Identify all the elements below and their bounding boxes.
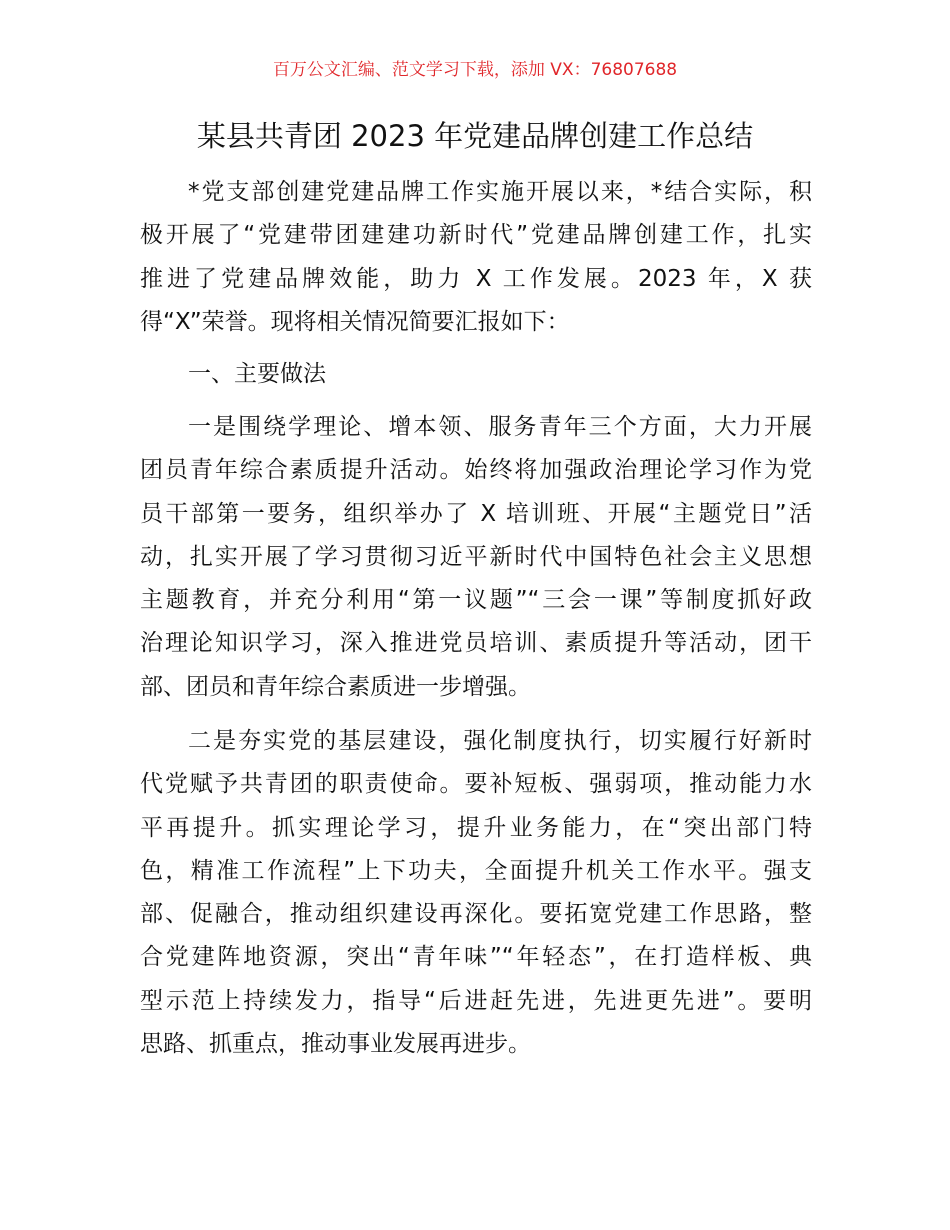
text-line: 平再提升。抓实理论学习，提升业务能力，在“突出部门特 (140, 814, 812, 841)
text-line: 一是围绕学理论、增本领、服务青年三个方面，大力开展 (188, 414, 812, 440)
watermark-header: 百万公文汇编、范文学习下载，添加 VX：76807688 (272, 60, 678, 80)
paragraph-intro (140, 171, 812, 344)
text-line: 色，精准工作流程”上下功夫，全面提升机关工作水平。强支 (140, 857, 812, 884)
text-line: 部、团员和青年综合素质进一步增强。 (140, 673, 531, 700)
text-line: 思路、抓重点，推动事业发展再进步。 (140, 1031, 531, 1058)
text-line: 得“X”荣誉。现将相关情况简要汇报如下： (140, 308, 570, 335)
paragraph-second-measure (140, 720, 812, 1066)
text-line: 动，扎实开展了学习贯彻习近平新时代中国特色社会主义思想 (140, 543, 812, 570)
text-line: 员干部第一要务，组织举办了 X 培训班、开展“主题党日”活 (140, 500, 812, 527)
heading-text: 一、主要做法 (188, 361, 326, 387)
text-line: 合党建阵地资源，突出“青年味”“年轻态”，在打造样板、典 (140, 944, 812, 971)
text-line: 治理论知识学习，深入推进党员培训、素质提升等活动，团干 (140, 630, 812, 657)
text-line: 团员青年综合素质提升活动。始终将加强政治理论学习作为党 (140, 457, 812, 484)
text-line: *党支部创建党建品牌工作实施开展以来，*结合实际，积 (188, 179, 812, 205)
text-line: 极开展了“党建带团建建功新时代”党建品牌创建工作，扎实 (140, 222, 812, 249)
text-line: 主题教育，并充分利用“第一议题”“三会一课”等制度抓好政 (140, 587, 812, 614)
text-line: 代党赋予共青团的职责使命。要补短板、强弱项，推动能力水 (140, 771, 812, 798)
text-line: 二是夯实党的基层建设，强化制度执行，切实履行好新时 (188, 728, 812, 754)
document-title: 某县共青团 2023 年党建品牌创建工作总结 (196, 119, 754, 153)
section-heading (140, 353, 812, 396)
text-line: 型示范上持续发力，指导“后进赶先进，先进更先进”。要明 (140, 987, 812, 1014)
text-line: 部、促融合，推动组织建设再深化。要拓宽党建工作思路，整 (140, 901, 812, 928)
paragraph-first-measure (140, 406, 812, 709)
text-line: 推进了党建品牌效能，助力 X 工作发展。2023 年，X 获 (140, 265, 812, 292)
